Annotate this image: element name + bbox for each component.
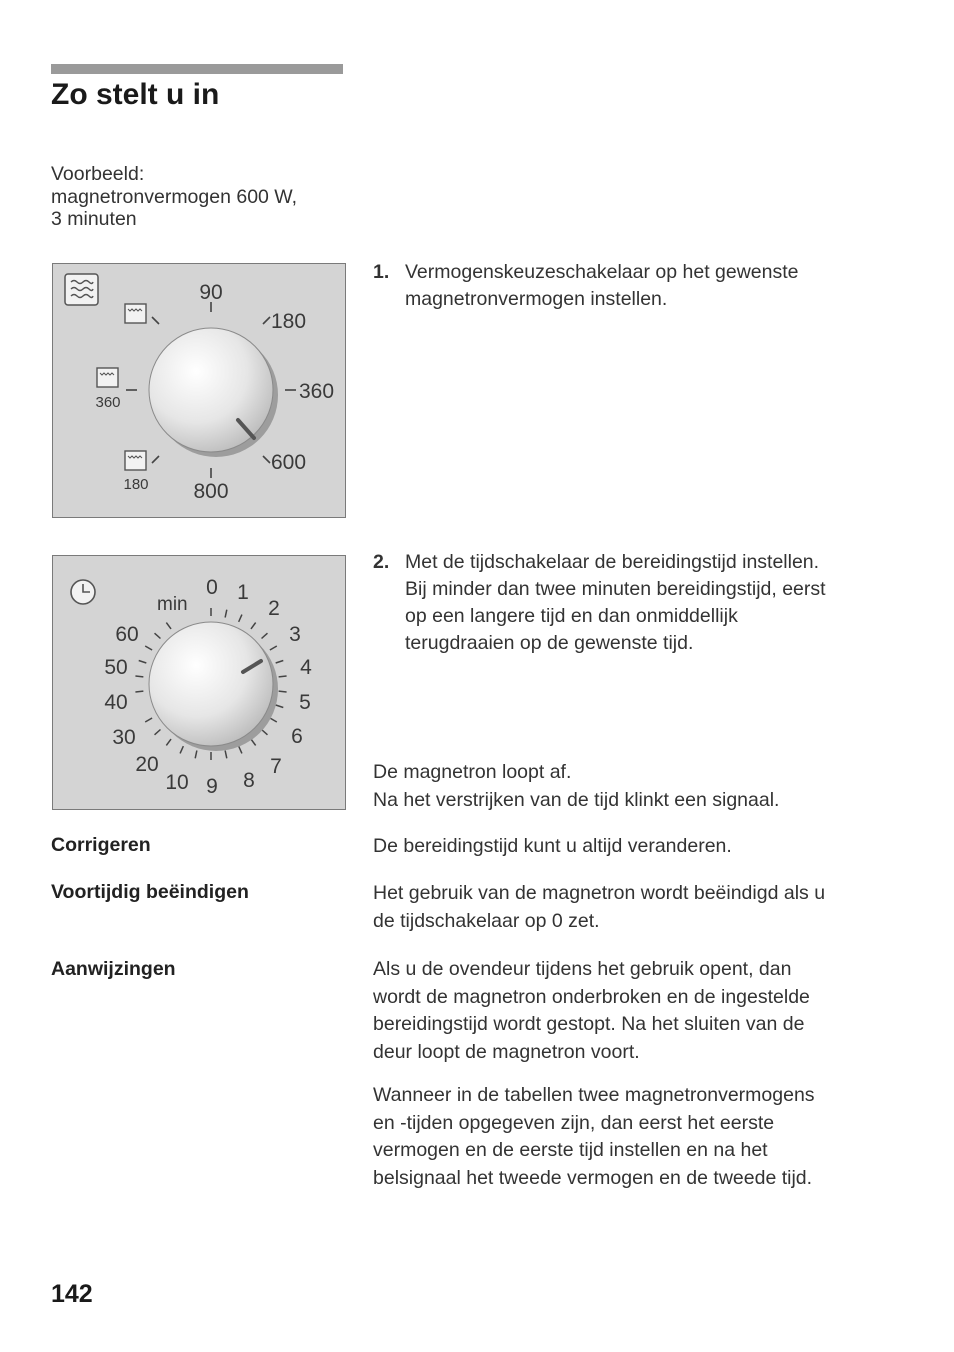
text-line: Wanneer in de tabellen twee magnetronvermogens — [373, 1084, 815, 1106]
timer-tick-mark — [279, 691, 287, 692]
example-intro — [51, 163, 297, 231]
power-label-600: 600 — [271, 451, 307, 474]
timer-label-6: 6 — [291, 725, 303, 748]
timer-knob — [149, 622, 273, 746]
timer-tick-mark — [251, 739, 256, 745]
result-line: Na het verstrijken van de tijd klinkt een signaal. — [373, 788, 780, 811]
power-label-360: 360 — [299, 380, 335, 403]
text-line: bereidingstijd wordt gestopt. Na het sluiten van de — [373, 1013, 805, 1035]
grill-label-180: 180 — [123, 476, 149, 493]
timer-tick-mark — [135, 691, 143, 692]
timer-tick-mark — [225, 751, 227, 759]
text-line: Als u de ovendeur tijdens het gebruik opent, dan — [373, 958, 792, 980]
timer-label-20: 20 — [135, 753, 159, 776]
step-line: magnetronvermogen instellen. — [405, 288, 668, 310]
timer-label-4: 4 — [300, 656, 312, 679]
timer-tick-mark — [225, 610, 227, 618]
grill-label-360: 360 — [95, 394, 121, 411]
text-line: belsignaal het tweede vermogen en de tweede tijd. — [373, 1166, 813, 1189]
label-corrigeren: Corrigeren — [51, 834, 151, 856]
power-dial-svg — [53, 264, 344, 516]
intro-line: magnetronvermogen 600 W, — [51, 185, 298, 208]
page-number: 142 — [51, 1280, 93, 1308]
text-aanwijzingen-1 — [373, 956, 893, 1066]
power-dial-illustration — [52, 263, 346, 518]
timer-tick-mark — [262, 730, 268, 735]
timer-label-2: 2 — [268, 597, 280, 620]
label-aanwijzingen: Aanwijzingen — [51, 958, 176, 980]
result-line: De magnetron loopt af. — [373, 761, 572, 783]
timer-tick-mark — [180, 746, 183, 753]
timer-label-0: 0 — [206, 576, 218, 599]
text-line: Het gebruik van de magnetron wordt beëindigd als u — [373, 882, 826, 904]
step-line: Met de tijdschakelaar de bereidingstijd instellen. — [405, 551, 820, 573]
timer-label-5: 5 — [299, 691, 311, 714]
timer-tick-mark — [276, 705, 284, 707]
page-title: Zo stelt u in — [51, 78, 220, 111]
text-aanwijzingen-2 — [373, 1082, 893, 1192]
oven-grill-180-icon — [125, 451, 146, 470]
timer-label-8: 8 — [243, 769, 255, 792]
text-line: en -tijden opgegeven zijn, dan eerst het eerste — [373, 1111, 775, 1134]
section-header-bar — [51, 64, 343, 74]
step-text — [405, 549, 826, 657]
timer-label-40: 40 — [104, 691, 128, 714]
intro-line: Voorbeeld: — [51, 163, 145, 185]
step-line: Vermogenskeuzeschakelaar op het gewenste — [405, 261, 799, 283]
timer-label-7: 7 — [270, 755, 282, 778]
timer-label-50: 50 — [104, 656, 128, 679]
text-line: wordt de magnetron onderbroken en de ingestelde — [373, 985, 810, 1008]
power-label-800: 800 — [193, 480, 229, 503]
oven-grill-icon — [125, 304, 146, 323]
timer-tick-mark — [195, 751, 197, 759]
step-line: terugdraaien op de gewenste tijd. — [405, 632, 694, 654]
timer-label-9: 9 — [206, 775, 218, 798]
timer-tick-mark — [276, 661, 284, 663]
timer-label-30: 30 — [112, 726, 136, 749]
oven-grill-360-icon — [97, 368, 118, 387]
timer-dial-illustration — [52, 555, 346, 810]
microwave-waves-icon — [65, 274, 98, 305]
text-line: vermogen en de eerste tijd instellen en na het — [373, 1139, 768, 1161]
intro-line: 3 minuten — [51, 208, 137, 230]
timer-tick-mark — [155, 730, 161, 735]
step-line: op een langere tijd en dan onmiddellijk — [405, 605, 738, 627]
step-2 — [373, 549, 826, 657]
timer-tick-mark — [262, 633, 268, 638]
power-label-180: 180 — [271, 310, 307, 333]
timer-label-10: 10 — [165, 771, 189, 794]
timer-tick-mark — [166, 739, 171, 745]
timer-tick-mark — [270, 718, 277, 722]
text-line: deur loopt de magnetron voort. — [373, 1040, 640, 1063]
label-voortijdig-beeindigen: Voortijdig beëindigen — [51, 881, 249, 903]
timer-tick-mark — [270, 646, 277, 650]
power-knob — [149, 328, 273, 452]
clock-icon — [71, 580, 95, 604]
text-corrigeren: De bereidingstijd kunt u altijd veranderen. — [373, 835, 732, 857]
timer-tick-mark — [239, 615, 242, 622]
step-line: Bij minder dan twee minuten bereidingstijd, eerst — [405, 578, 826, 600]
step-1 — [373, 259, 799, 313]
timer-tick-mark — [145, 718, 152, 722]
timer-tick-mark — [239, 746, 242, 753]
timer-unit-label: min — [157, 594, 188, 615]
timer-tick-mark — [166, 623, 171, 629]
timer-tick-mark — [251, 623, 256, 629]
result-text — [373, 759, 893, 814]
step-text — [405, 259, 799, 313]
timer-tick-mark — [155, 633, 161, 638]
timer-tick-mark — [139, 661, 147, 663]
text-line: de tijdschakelaar op 0 zet. — [373, 909, 600, 932]
timer-tick-mark — [279, 676, 287, 677]
step-number: 2. — [373, 551, 390, 573]
timer-label-60: 60 — [115, 623, 139, 646]
timer-label-1: 1 — [237, 581, 249, 604]
timer-label-3: 3 — [289, 623, 301, 646]
text-voortijdig-beeindigen — [373, 880, 893, 935]
timer-tick-mark — [135, 676, 143, 677]
power-label-90: 90 — [199, 281, 223, 304]
timer-tick-mark — [145, 646, 152, 650]
timer-dial-svg — [53, 556, 344, 808]
step-number: 1. — [373, 261, 390, 283]
